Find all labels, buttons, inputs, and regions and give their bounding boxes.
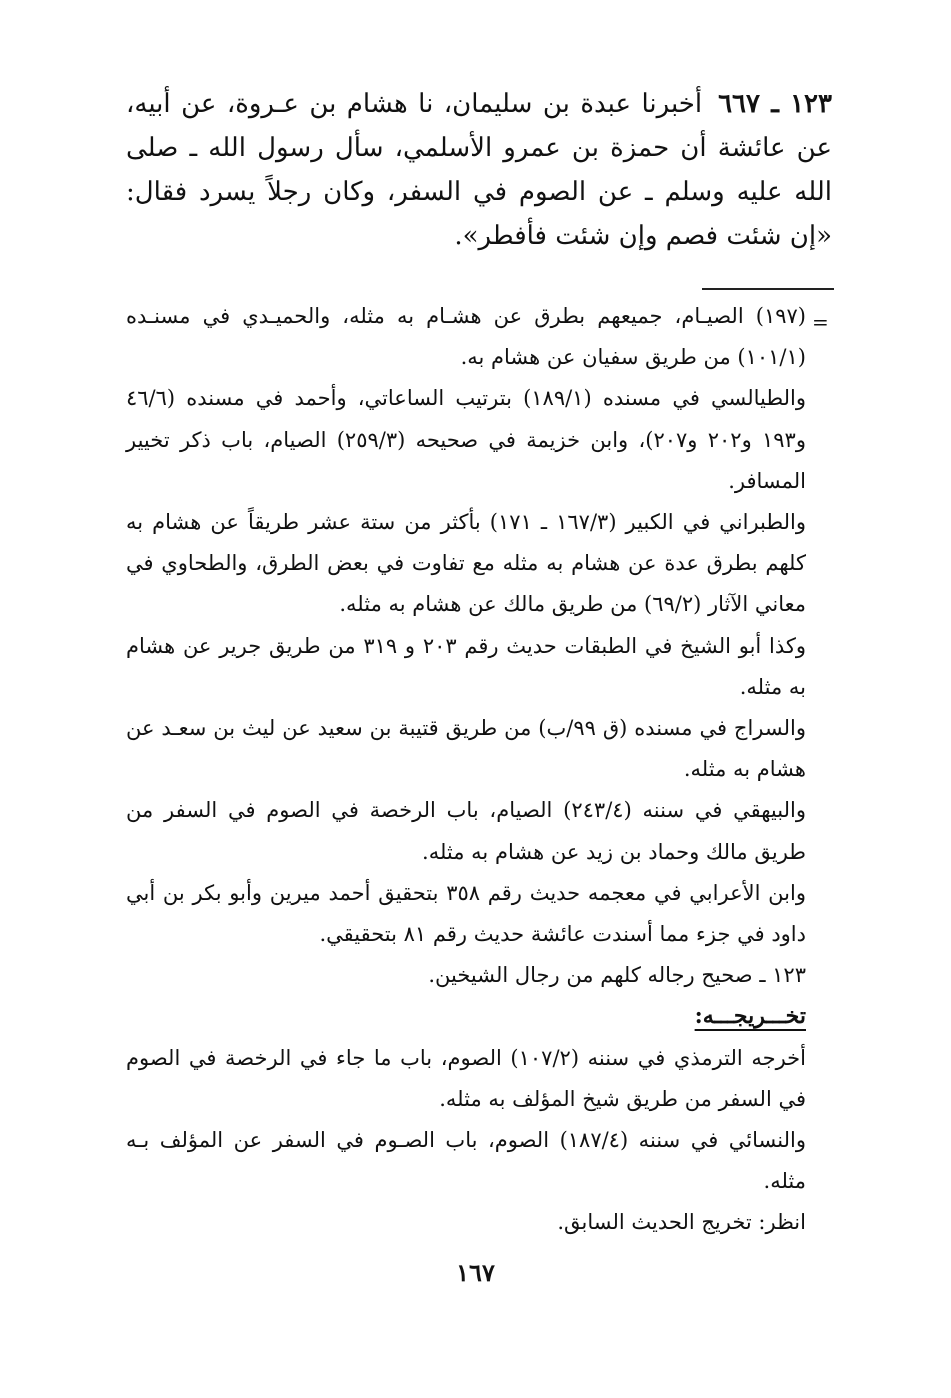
takhrij-paragraph: والنسائي في سننه (١٨٧/٤) الصوم، باب الصـوم في السفر عن المؤلف بـه مثله. bbox=[126, 1128, 806, 1194]
takhrij-paragraph: انظر: تخريج الحديث السابق. bbox=[557, 1210, 806, 1235]
footnote-divider bbox=[702, 288, 834, 290]
footnote-paragraph: والطيالسي في مسنده (١٨٩/١) بترتيب الساعاتي، وأحمد في مسنده (٤٦/٦ و١٩٣ و٢٠٢ و٢٠٧)، وابن خزيمة في صحيحه (٢٥٩/٣) الصيام، باب ذكر تخيير المسافر. bbox=[126, 386, 806, 493]
page-number: ١٦٧ bbox=[456, 1258, 495, 1287]
footnote-paragraph: والطبراني في الكبير (١٦٧/٣ ـ ١٧١) بأكثر من ستة عشر طريقاً عن هشام به كلهم بطرق عدة عن هشام به مثله مع تفاوت في بعض الطرق، والطحاوي في معاني الآثار (٦٩/٢) من طريق مالك عن هشام به مثله. bbox=[126, 510, 806, 617]
footnote-paragraph: (١٩٧) الصيـام، جميعهم بطرق عن هشـام به مثله، والحميـدي في مسنـده (١٠١/١) من طريق سفيان عن هشام به. bbox=[126, 304, 806, 370]
footnote-paragraph: وابن الأعرابي في معجمه حديث رقم ٣٥٨ بتحقيق أحمد ميرين وأبو بكر بن أبي داود في جزء مما أسندت عائشة حديث رقم ٨١ بتحقيقي. bbox=[126, 880, 806, 947]
footnote-grading: ١٢٣ ـ صحيح رجاله كلهم من رجال الشيخين. bbox=[428, 963, 806, 988]
hadith-number: ١٢٣ ـ ٦٦٧ bbox=[718, 89, 832, 119]
footnote-paragraph: وكذا أبو الشيخ في الطبقات حديث رقم ٢٠٣ و ٣١٩ من طريق جرير عن هشام به مثله. bbox=[126, 633, 807, 699]
footnote-paragraph: والبيهقي في سننه (٢٤٣/٤) الصيام، باب الرخصة في الصوم في السفر من طريق مالك وحماد بن زيد عن هشام به مثله. bbox=[126, 798, 806, 864]
hadith-body: أخبرنا عبدة بن سليمان، نا هشام بن عـروة، عن أبيه، عن عائشة أن حمزة بن عمرو الأسلمي، سأل رسول الله ـ صلى الله عليه وسلم ـ عن الصوم في السفر، وكان رجلاً يسرد فقال: «إن شئت فصم وإن شئت فأفطر». bbox=[126, 89, 832, 251]
takhrij-heading-label: تخـــريجـــه: bbox=[694, 1003, 806, 1030]
footnote-paragraph: والسراج في مسنده (ق ٩٩/ب) من طريق قتيبة بن سعيد عن ليث بن سعـد عن هشام به مثله. bbox=[126, 716, 806, 782]
hadith-text-block bbox=[126, 82, 832, 258]
takhrij-heading bbox=[126, 996, 806, 1037]
footnotes-block bbox=[126, 296, 806, 1244]
takhrij-paragraph: أخرجه الترمذي في سننه (١٠٧/٢) الصوم، باب ما جاء في الرخصة في الصوم في السفر من طريق شيخ المؤلف به مثله. bbox=[126, 1045, 806, 1111]
footnote-continuation-mark: = bbox=[812, 310, 829, 334]
